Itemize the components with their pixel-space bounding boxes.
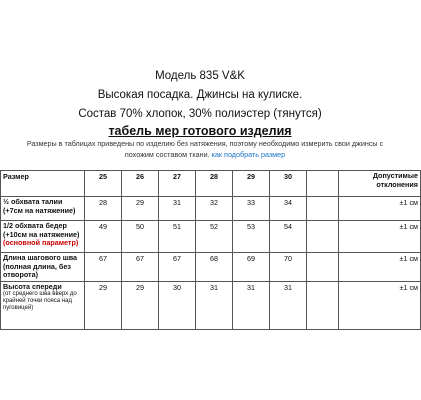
size-column-header: Размер: [1, 171, 85, 197]
measurement-value: 34: [270, 197, 307, 221]
measurement-value: 31: [270, 281, 307, 329]
measurement-label: [1, 281, 85, 329]
measurement-value: 70: [270, 253, 307, 282]
measurement-value: 32: [196, 197, 233, 221]
size-header-cell: 29: [233, 171, 270, 197]
measurement-value: 29: [85, 281, 122, 329]
measurement-value: 31: [196, 281, 233, 329]
measurement-value: 67: [122, 253, 159, 282]
measurement-value: 29: [122, 197, 159, 221]
measurement-label: Длина шагового шва (полная длина, без отворота): [1, 253, 85, 282]
size-header-cell: 28: [196, 171, 233, 197]
main-parameter-note: (основной параметр): [3, 238, 79, 247]
tolerance-value: ±1 см: [339, 197, 421, 221]
tolerance-value: ±1 см: [339, 253, 421, 282]
table-row: [1, 197, 421, 221]
measurement-value: 28: [85, 197, 122, 221]
measurement-value: 52: [196, 221, 233, 253]
measurement-value: 51: [159, 221, 196, 253]
measurement-label: [1, 221, 85, 253]
empty-cell: [307, 253, 339, 282]
tolerance-value: ±1 см: [339, 221, 421, 253]
size-header-cell: 25: [85, 171, 122, 197]
table-row: [1, 221, 421, 253]
measurement-value: 54: [270, 221, 307, 253]
size-note-text: Размеры в таблицах приведены по изделию без натяжения, поэтому необходимо измерить свои джинсы с похожим составом ткани.: [26, 139, 384, 159]
measurement-value: 50: [122, 221, 159, 253]
measurement-value: 29: [122, 281, 159, 329]
empty-cell: [307, 197, 339, 221]
measurement-value: 67: [159, 253, 196, 282]
measurement-label: ½ обхвата талии (+7см на натяжение): [1, 197, 85, 221]
model-description: Высокая посадка. Джинсы на кулиске.: [97, 89, 303, 101]
measurement-value: 67: [85, 253, 122, 282]
measurement-value: 68: [196, 253, 233, 282]
table-header-row: [1, 171, 421, 197]
empty-header-cell: [307, 171, 339, 197]
measurement-label-hint: (от среднего шва вверх до крайней точки пояса над пуговицей): [3, 291, 77, 311]
size-header-cell: 27: [159, 171, 196, 197]
empty-cell: [307, 221, 339, 253]
table-row: [1, 281, 421, 329]
size-guide-link[interactable]: как подобрать размер: [211, 150, 286, 159]
table-row: [1, 253, 421, 282]
measurement-label-text: 1/2 обхвата бедер (+10см на натяжение): [3, 221, 80, 239]
tolerance-column-header: Допустимые отклонения: [339, 171, 421, 197]
measurement-value: 33: [233, 197, 270, 221]
size-note: [20, 138, 390, 160]
size-header-cell: 30: [270, 171, 307, 197]
size-header-cell: 26: [122, 171, 159, 197]
model-title: Модель 835 V&K: [155, 70, 245, 82]
measurement-value: 49: [85, 221, 122, 253]
measurement-value: 30: [159, 281, 196, 329]
measurement-value: 69: [233, 253, 270, 282]
measurement-label-text: Высота спереди: [3, 281, 62, 291]
tolerance-value: ±1 см: [339, 281, 421, 329]
measurement-value: 31: [233, 281, 270, 329]
size-table: [0, 170, 421, 330]
measurement-value: 53: [233, 221, 270, 253]
size-table-title: табель мер готового изделия: [108, 124, 292, 138]
measurement-value: 31: [159, 197, 196, 221]
empty-cell: [307, 281, 339, 329]
fabric-composition: Состав 70% хлопок, 30% полиэстер (тянутся): [78, 108, 322, 120]
